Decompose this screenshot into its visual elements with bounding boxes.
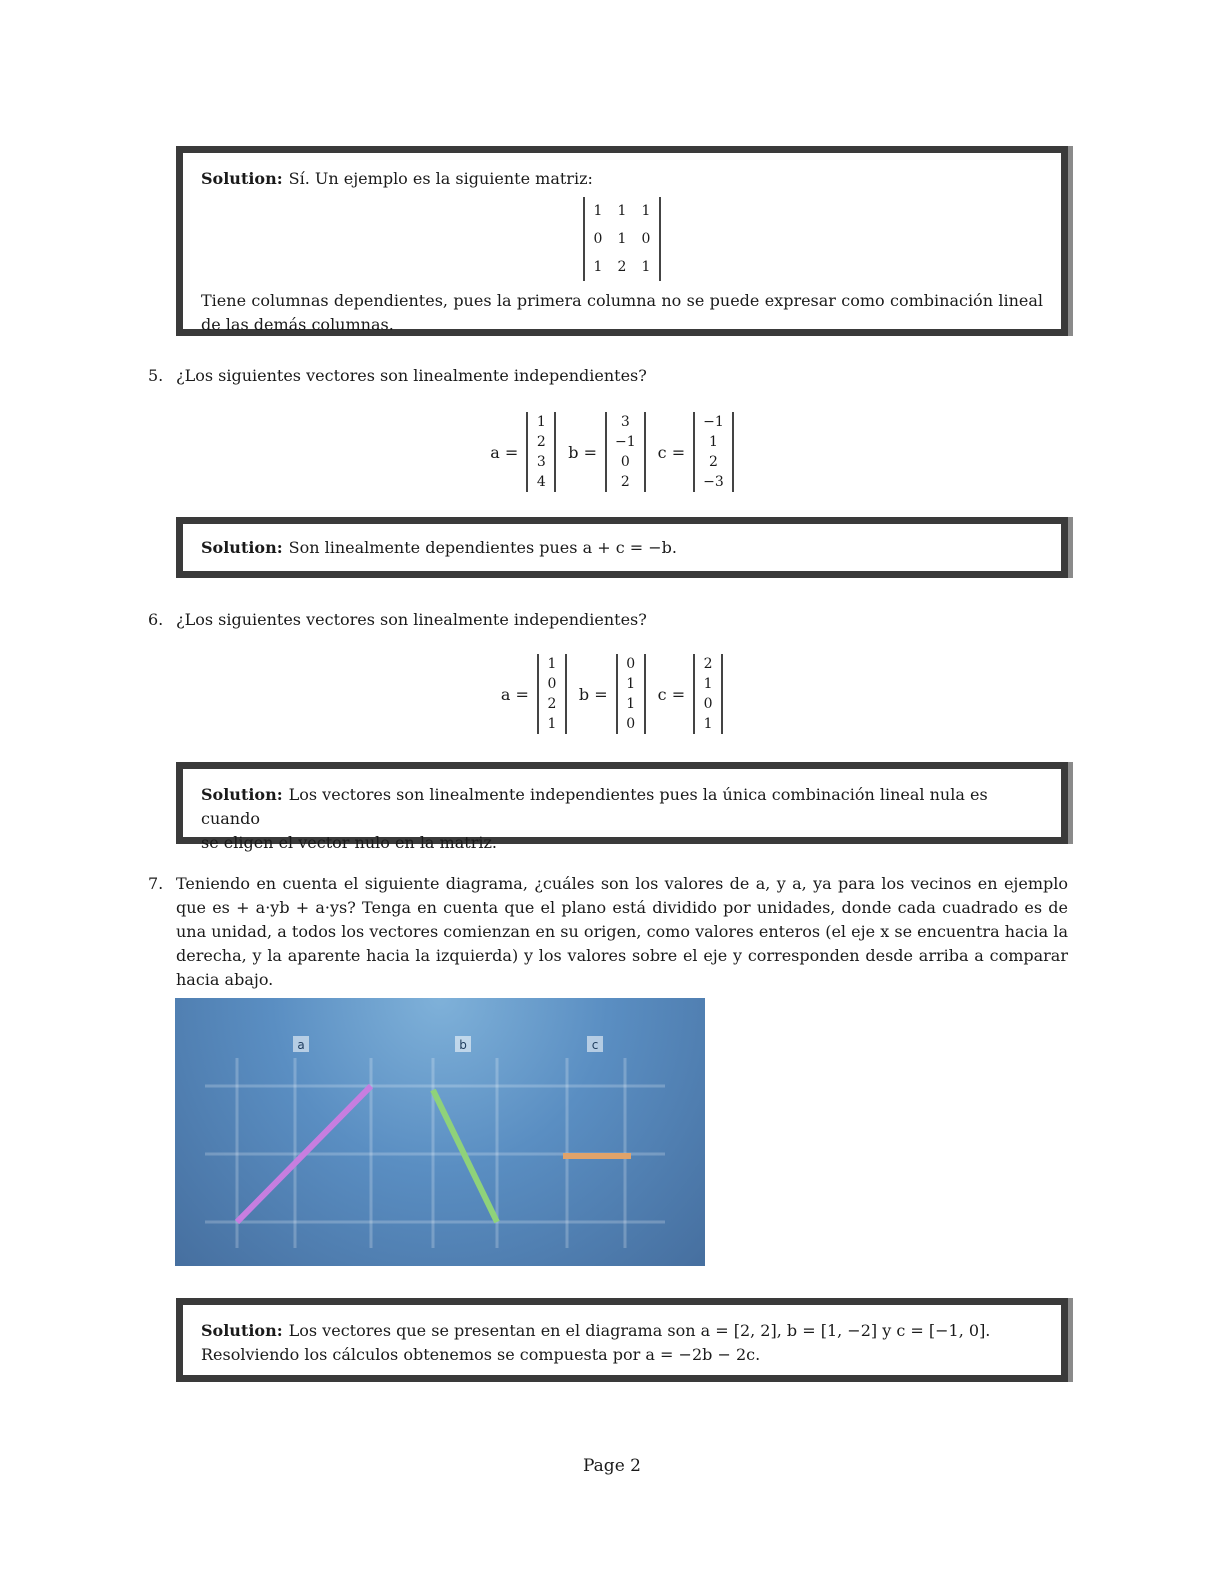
vector-entry: 0 [620,454,630,470]
matrix-cell: 1 [641,203,651,219]
vector-entry: 2 [620,474,630,490]
label-b: b [459,1038,467,1052]
solution-box [176,762,1068,852]
matrix-cell: 1 [641,259,651,275]
solution-text: Son linealmente dependientes pues a + c = −b. [288,538,677,557]
solution-box [176,146,1068,336]
column-vector [537,654,567,734]
vector-entry: 2 [708,454,718,470]
column-vector [693,412,734,492]
vector-a [501,654,567,734]
question-number: 6. [148,610,164,629]
question-number: 5. [148,366,164,385]
solution-line [201,1319,1043,1343]
matrix-cell: 1 [593,259,603,275]
vector-entry: 1 [708,434,718,450]
vector-name: b = [578,684,608,704]
vector-b [579,654,646,734]
diagram-svg [175,998,705,1266]
solution-text: Los vectores son linealmente independientes pues la única combinación lineal nula es cuando [201,785,988,828]
column-vector [526,412,556,492]
question-text: ¿Los siguientes vectores son linealmente independientes? [176,366,647,385]
label-c: c [591,1038,599,1052]
solution-text: Tiene columnas dependientes, pues la primera columna no se puede expresar como combinación lineal de las demás columnas. [201,291,1043,334]
vector-name: a = [500,684,529,704]
matrix-cell: 0 [641,231,651,247]
solution-text: Sí. Un ejemplo es la siguiente matriz: [288,169,593,188]
vector-row [0,412,1224,492]
vector-entry: 2 [703,656,713,672]
vector-entry: 0 [626,656,636,672]
vector-entry: 1 [547,716,557,732]
matrix-cell: 1 [593,203,603,219]
matrix-cell: 1 [617,231,627,247]
vector-entry: 0 [626,716,636,732]
vector-entry: 2 [536,434,546,450]
matrix-cell: 2 [617,259,627,275]
solution-text: Los vectores que se presentan en el diagrama son a = [2, 2], b = [1, −2] y c = [−1, 0]. [288,1321,991,1340]
vector-entry: 1 [703,716,713,732]
vector-name: b = [568,442,598,462]
vector-entry: 1 [703,676,713,692]
column-vector [693,654,723,734]
vector-entry: 0 [547,676,557,692]
vector-entry: −1 [615,434,636,450]
column-vector [616,654,646,734]
solution-label: Solution: [201,538,283,557]
solution-label: Solution: [201,785,283,804]
example-matrix [583,197,661,281]
solution-box [176,1298,1068,1382]
vector-entry: 1 [626,696,636,712]
vector-entry: 2 [547,696,557,712]
column-vector [605,412,646,492]
label-a: a [297,1038,305,1052]
matrix-cell: 1 [617,203,627,219]
vector-name: a = [490,442,519,462]
page-number: Page 2 [583,1456,641,1476]
vector-c [658,412,734,492]
vector-entry: 1 [626,676,636,692]
question-text: Teniendo en cuenta el siguiente diagrama, ¿cuáles son los valores de a, y a, ya para los vecinos en ejemplo que es + a·yb + a·ys? Tenga en cuenta que el plano está dividido por unidades, donde cada cuadrado es de una unidad, a todos los vectores comienzan en su origen, como valores enteros (el eje x se encuentra hacia la derecha, y la aparente hacia la izquierda) y los valores sobre el eje y corresponden desde arriba a comparar hacia abajo. [176,874,1068,989]
solution-box [176,517,1068,578]
solution-label: Solution: [201,169,283,188]
vector-c [658,654,723,734]
solution-text: Resolviendo los cálculos obtenemos se compuesta por a = −2b − 2c. [201,1345,761,1364]
question-6 [148,608,1068,632]
vector-entry: 4 [536,474,546,490]
question-number: 7. [148,874,164,893]
vector-b [568,412,645,492]
question-5 [148,364,1068,388]
vector-entry: −1 [703,414,724,430]
vector-diagram [175,998,705,1266]
vector-entry: 3 [536,454,546,470]
solution-line [201,783,1043,831]
vector-entry: −3 [703,474,724,490]
vector-a [490,412,556,492]
vector-row [0,656,1224,732]
question-text: ¿Los siguientes vectores son linealmente independientes? [176,610,647,629]
vector-entry: 1 [547,656,557,672]
vector-name: c = [657,442,686,462]
solution-text: se eligen el vector nulo en la matriz. [201,833,497,852]
question-7 [148,872,1068,992]
vector-name: c = [657,684,686,704]
vector-entry: 3 [620,414,630,430]
vector-b-arrow [433,1090,497,1222]
matrix-cell: 0 [593,231,603,247]
solution-line [201,167,1043,191]
vector-entry: 0 [703,696,713,712]
solution-label: Solution: [201,1321,283,1340]
vector-entry: 1 [536,414,546,430]
